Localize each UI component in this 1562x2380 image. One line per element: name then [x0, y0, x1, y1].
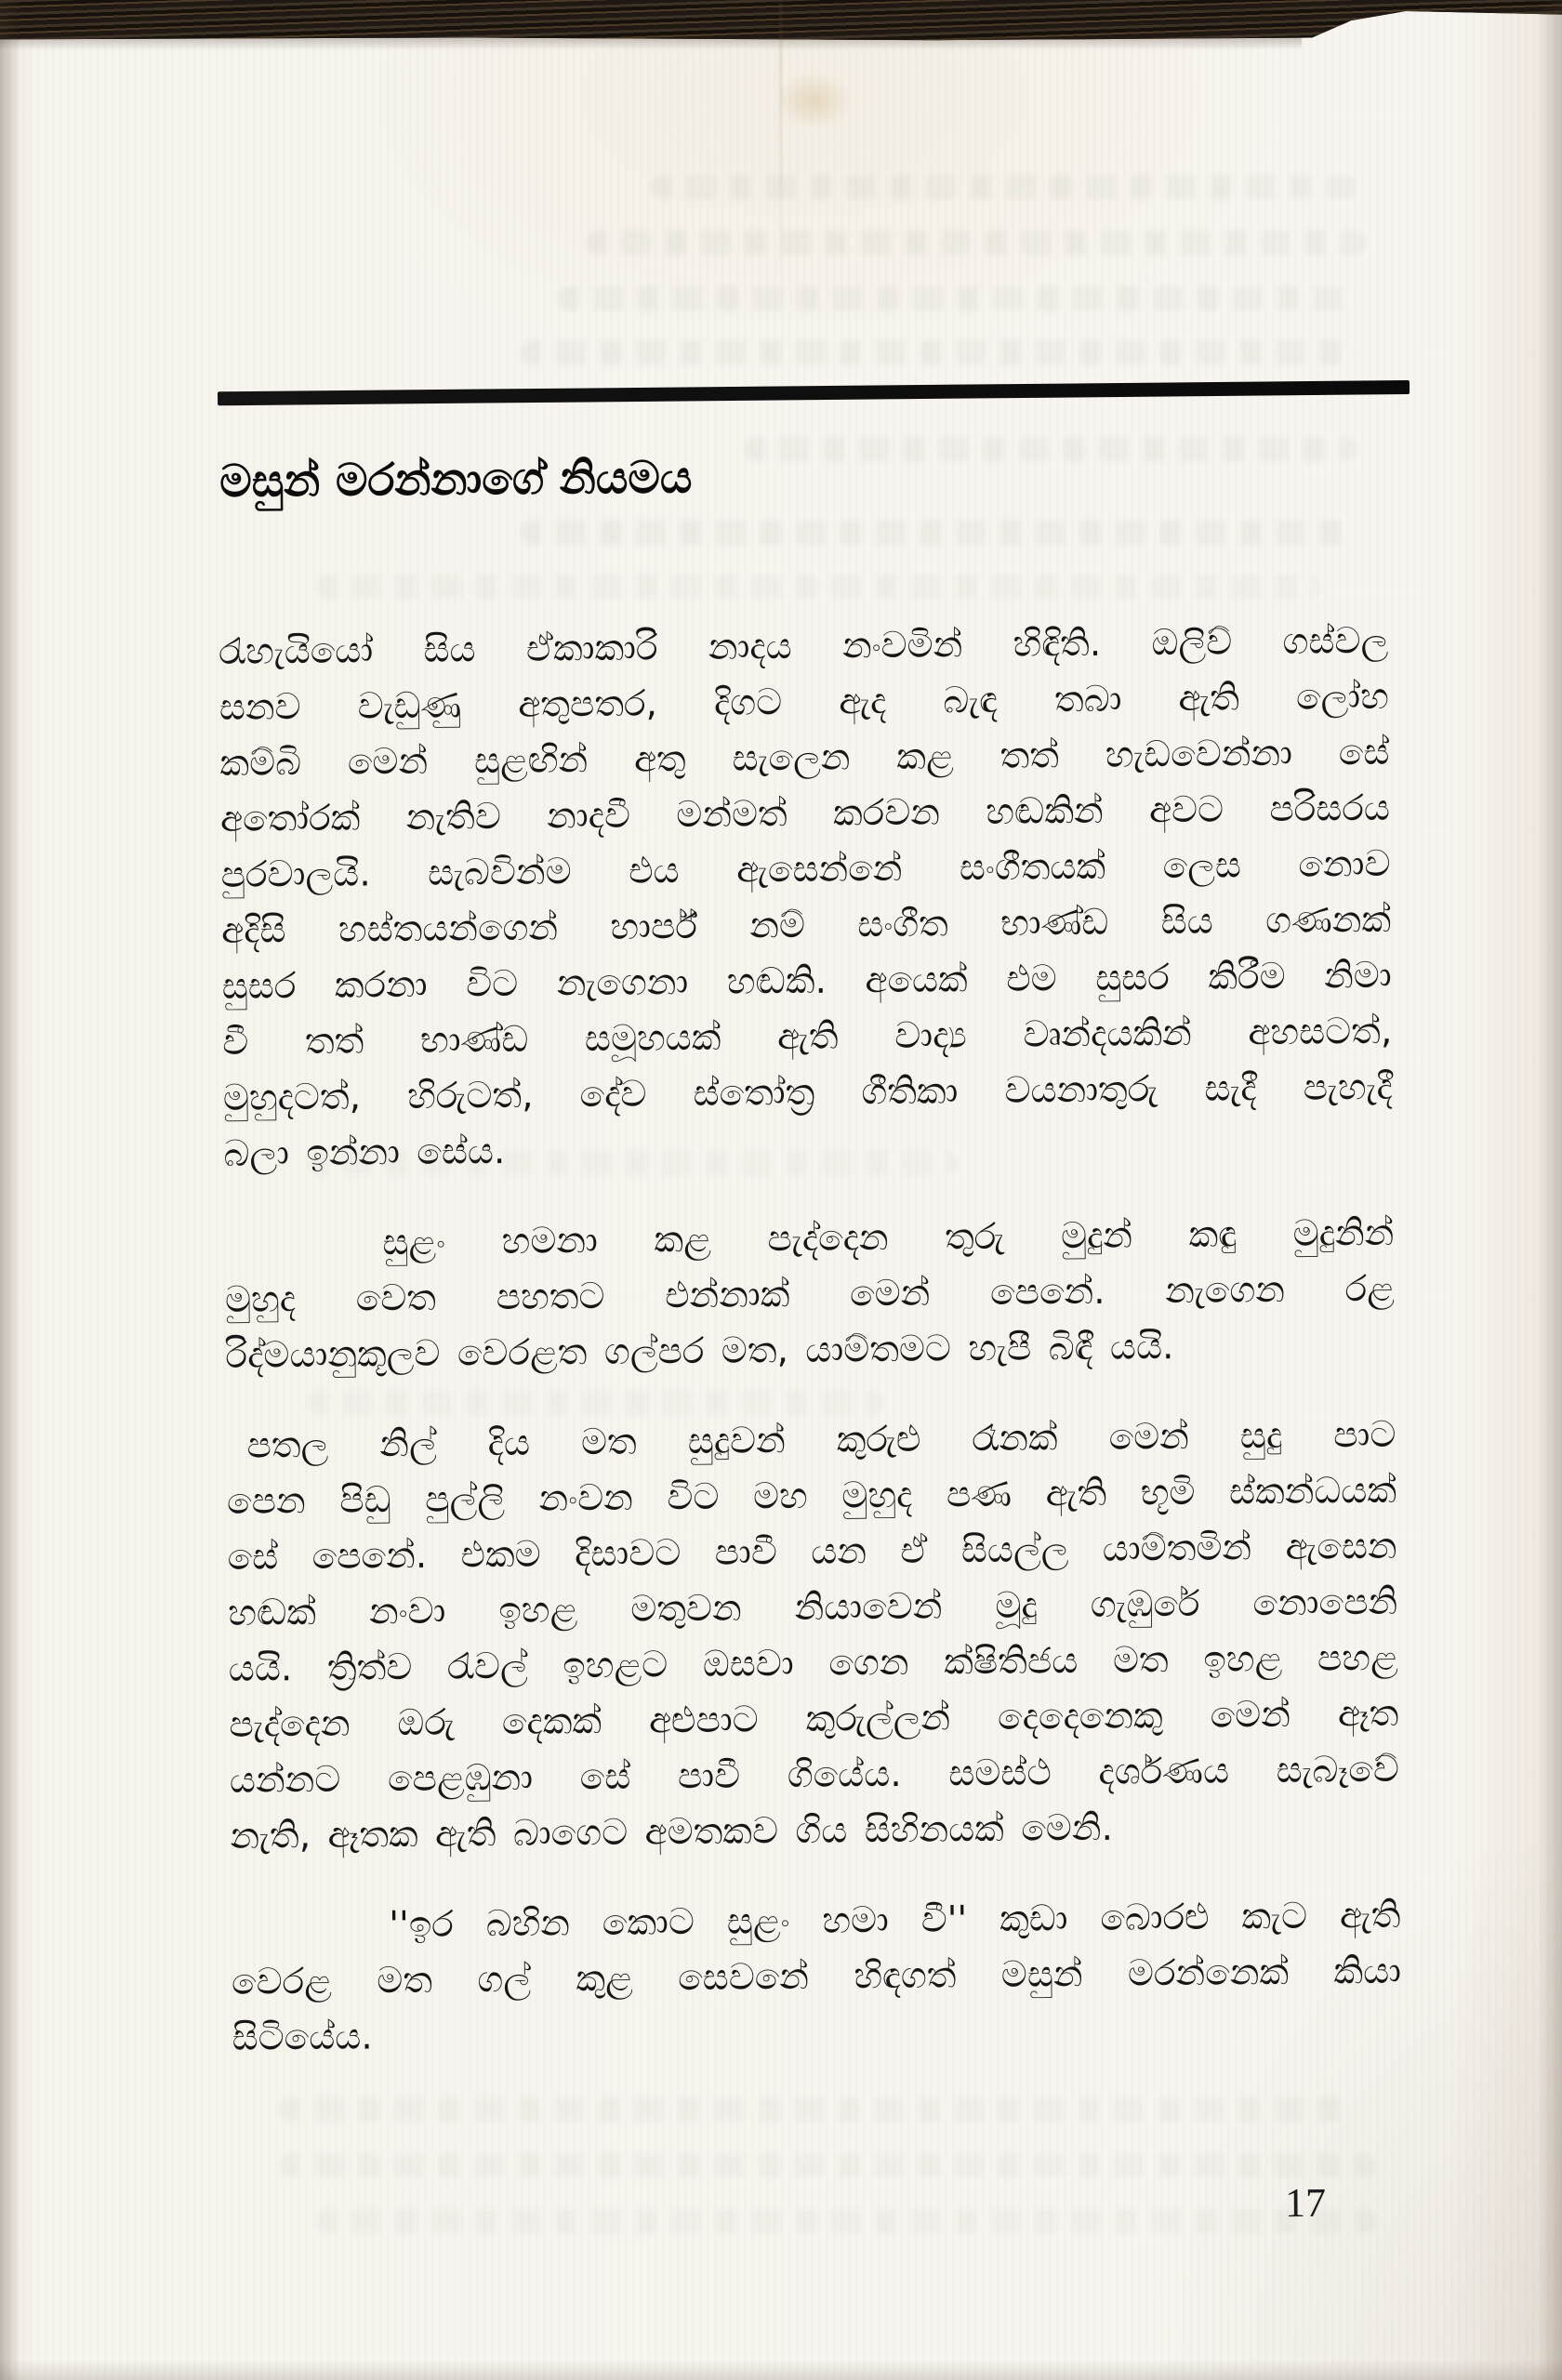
text-line: මුහුද වෙත පහතට එන්නාක් මෙන් පෙනේ. නැගෙන රළ [224, 1267, 1396, 1321]
page-number: 17 [1284, 2179, 1327, 2227]
body-text [218, 614, 1402, 2101]
text-line: සිටියේය. [232, 2016, 373, 2059]
paper-stain [776, 73, 851, 128]
heading-rule [218, 380, 1410, 405]
text-line: අදිසි හස්තයන්ගෙන් හාර්ප් නම් සංගීත භාණ්ඩ සිය ගණනක් [220, 898, 1392, 952]
show-through-ghost [316, 575, 1320, 599]
text-line: සනව වැඩුණු අතුපතර, දිගට ඇද බැඳ තබා ඇති ලෝහ [218, 675, 1390, 729]
text-line: වී තත් භාණ්ඩ සමූහයක් ඇති වාද්‍ය වෘන්දයකින් අහසටත්, [222, 1010, 1393, 1064]
text-line: පුරවාලයි. සැබවින්ම එය ඇසෙන්නේ සංගීතයක් ලෙස නොව [220, 842, 1391, 896]
text-line: පෙන පිඩු පුල්ලි නංවන විට මහ මුහුද පණ ඇති භූමි ස්කන්ධයක් [226, 1469, 1397, 1523]
text-line: රැහැයියෝ සිය ඒකාකාරි නාදය නංවමින් හිඳිති. ඔලිව් ගස්වල [218, 619, 1389, 673]
scan-edge-shadow [0, 37, 1302, 50]
page-edge-shading-right [1538, 0, 1562, 2380]
page-edge-shading-left [0, 0, 20, 2380]
text-line: හඬක් නංවා ඉහළ මතුවන නියාවෙන් මූදු ගැඹුරේ නොපෙනි [227, 1580, 1398, 1634]
show-through-ghost [316, 2209, 1376, 2233]
show-through-ghost [651, 175, 1357, 199]
chapter-heading: මසුන් මරන්නාගේ නියමය [219, 451, 693, 509]
show-through-ghost [279, 2153, 1376, 2177]
text-line: නැති, ඈතක ඇති බාගෙට අමතකව ගිය සිහිනයක් මෙනි. [230, 1806, 1114, 1858]
show-through-ghost [586, 231, 1367, 255]
text-line: මුහුදටත්, හිරුටත්, දේව ස්තෝත්‍ර ගීතිකා වයනාතුරු සැදී පැහැදී [222, 1065, 1394, 1119]
show-through-ghost [558, 286, 1357, 311]
text-line: යන්නට පෙළඹුනා සේ පාවී ගියේය. සමස්ථ දර්ශණය සැබෑවේ [229, 1748, 1400, 1802]
text-line: කම්බි මෙන් සුළඟින් අතු සැලෙන කළ තත් හැඩවෙන්නා සේ [219, 731, 1390, 785]
paragraph-4 [231, 1888, 1402, 2067]
text-line: ''ඉර බහින කොට සුළං හමා වී'' කුඩා බොරළු කැට ඇති [389, 1894, 1401, 1947]
text-line: සුසර කරනා විට නැගෙනා හඬකි. අයෙක් එම සුසර කිරීම නිමා [221, 954, 1392, 1008]
text-line: යයි. ත්‍රිත්ව රැවල් ඉහළට ඔසවා ගෙන ක්ෂිතිජය මත ඉහළ පහළ [228, 1636, 1398, 1690]
text-line: වෙරළ මත ගල් කුළ සෙවනේ හිඳගත් මසුන් මරන්නෙක් කියා [231, 1950, 1402, 2003]
show-through-ghost [521, 340, 1357, 364]
paragraph-2 [224, 1206, 1396, 1384]
text-line: පැද්දෙන ඔරු දෙකක් අළුපාට කුරුල්ලන් දෙදෙනෙකු මෙන් ඈත [229, 1692, 1399, 1746]
page-edge-shading-bottom [0, 2360, 1562, 2380]
show-through-ghost [521, 521, 1348, 545]
show-through-ghost [279, 2097, 1348, 2122]
text-line: රිද්මයානුකූලව වෙරළත ගල්පර මත, යාම්තමට හැපී බිඳී යයි. [225, 1326, 1174, 1377]
paragraph-3 [226, 1408, 1400, 1865]
text-line: පතල නිල් දිය මත සුදුවන් කුරුළු රෑනක් මෙන් සුදු පාට [246, 1413, 1397, 1467]
text-line: බලා ඉන්නා සේය. [223, 1130, 506, 1175]
text-line: සුළං හමනා කළ පැද්දෙන තුරු මුදුන් කඳු මුදුනින් [382, 1211, 1395, 1264]
paragraph-1 [218, 614, 1394, 1183]
text-line: අතෝරක් නැතිව නාදවී මන්මත් කරවන හඬකින් අවට පරිසරය [219, 787, 1391, 840]
text-line: සේ පෙනේ. එකම දිසාවට පාවී යන ඒ සියල්ල යාම්තමින් ඇසෙන [227, 1525, 1397, 1579]
